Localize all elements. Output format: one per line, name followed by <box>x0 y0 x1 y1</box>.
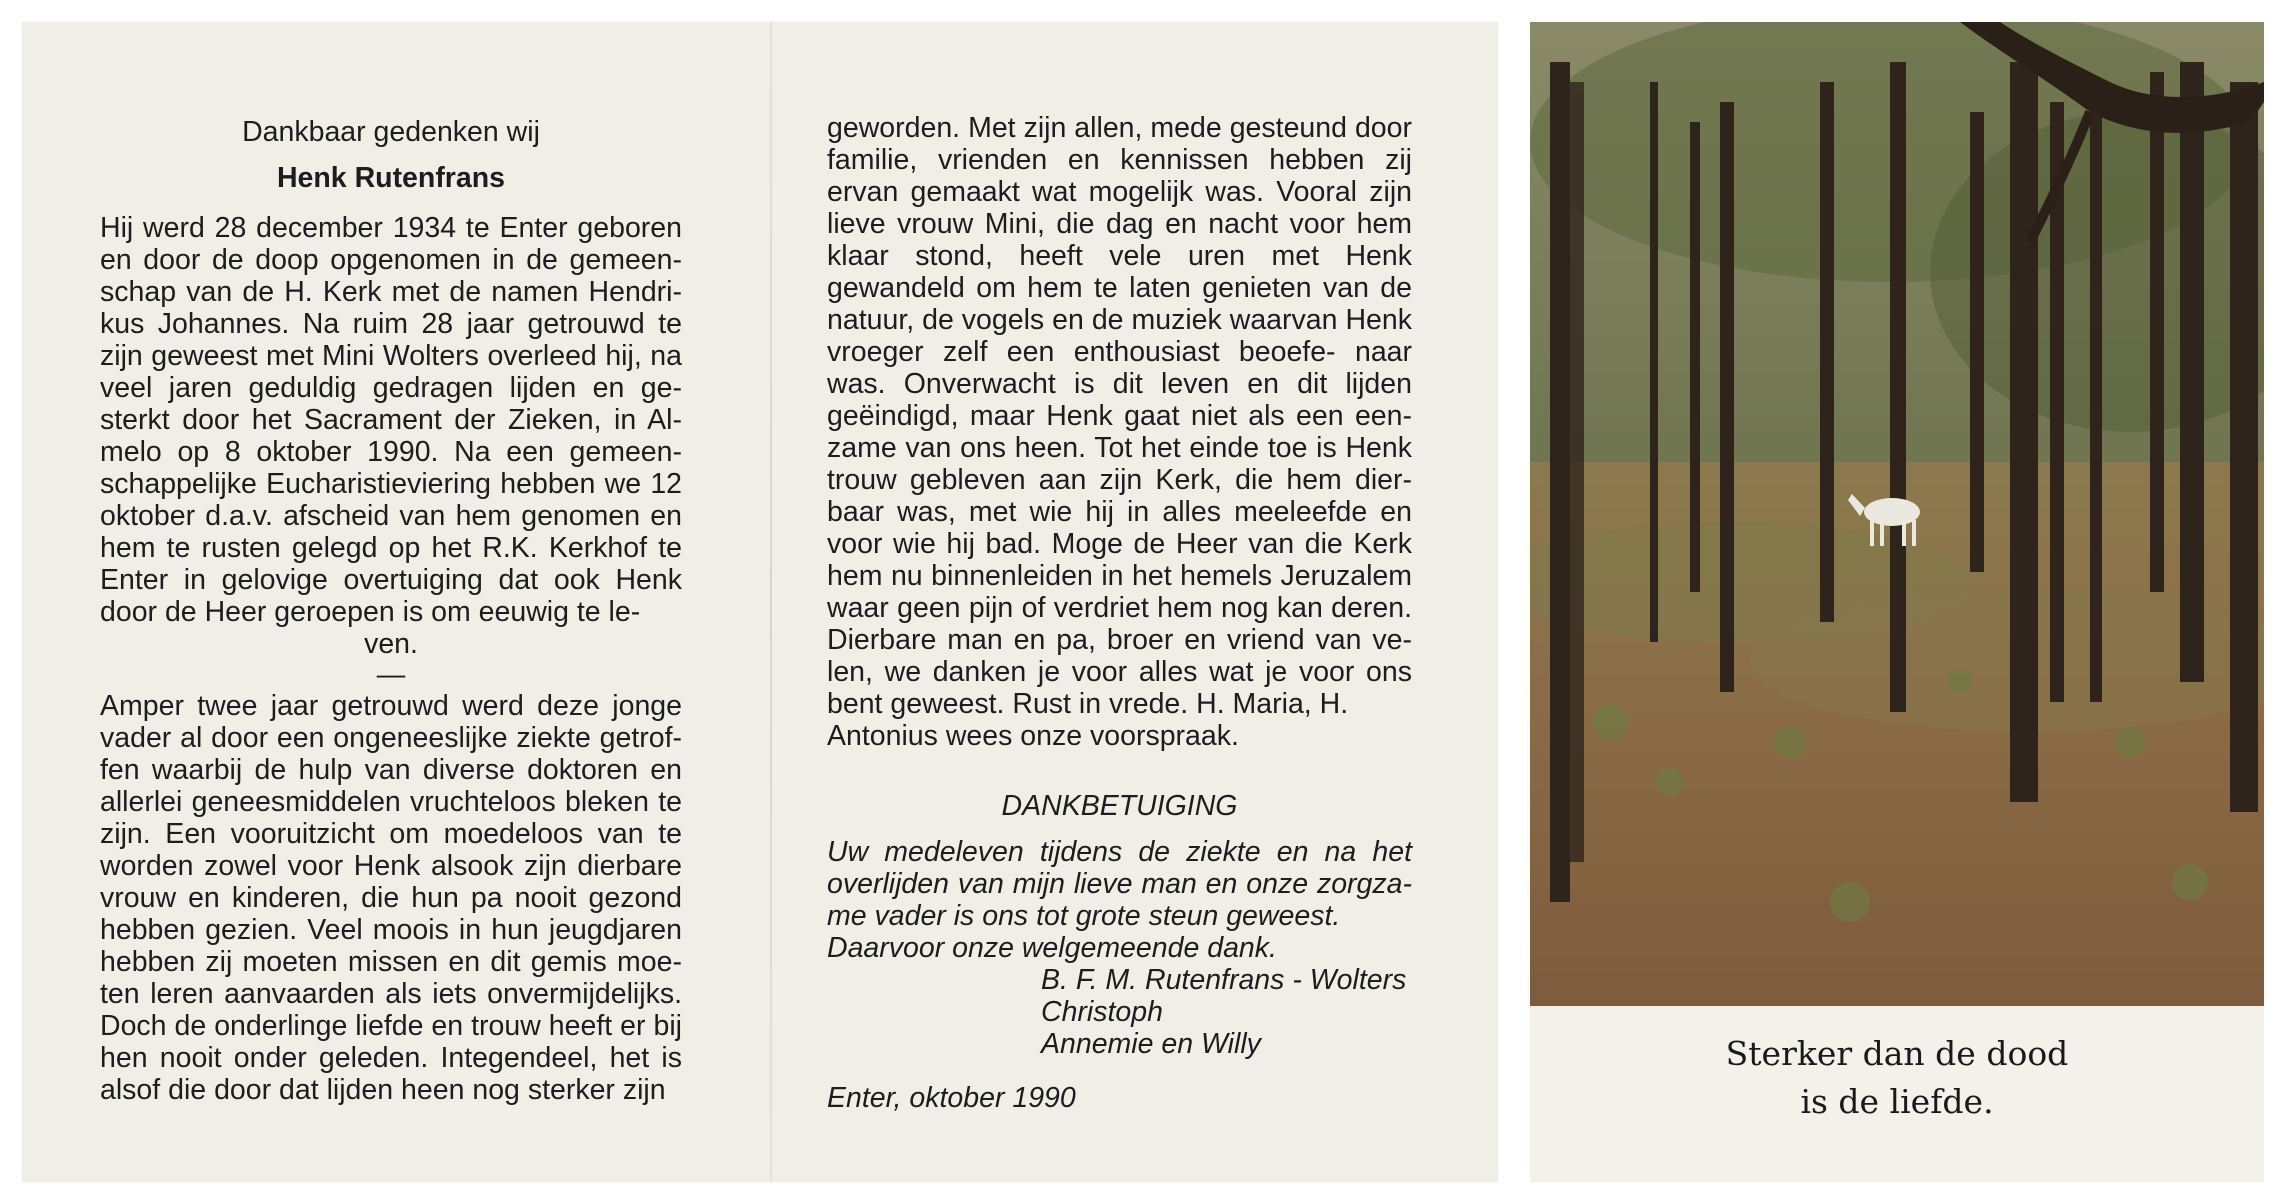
text-line: schap van de H. Kerk met de namen Hendri- <box>100 276 682 308</box>
text-line: Amper twee jaar getrouwd werd deze jonge <box>100 690 682 722</box>
text-line: en door de doop opgenomen in de gemeen- <box>100 244 682 276</box>
text-line: zijn. Een vooruitzicht om moedeloos van te <box>100 818 682 850</box>
thanks-heading: DANKBETUIGING <box>1001 790 1238 822</box>
right-text-column <box>827 112 1412 1114</box>
text-line: me vader is ons tot grote steun geweest. <box>827 900 1341 932</box>
text-line: hem klaar stond, heeft vele uren met Henk <box>827 208 1413 272</box>
thanks-paragraph <box>827 836 1412 932</box>
text-line: door de Heer geroepen is om eeuwig te le- <box>100 596 641 628</box>
text-line: hebben zij moeten missen en dit gemis moe- <box>100 946 682 978</box>
text-line: te Enter in gelovige overtuiging dat ook Henk <box>100 532 682 596</box>
text-line: fen waarbij de hulp van diverse doktoren en <box>100 754 682 786</box>
text-line: baar was, met wie hij in alles meeleefde en <box>827 496 1412 528</box>
section-separator: — <box>376 659 406 691</box>
text-line: zijn lieve vrouw Mini, die dag en nacht voor <box>827 176 1413 240</box>
text-line: naar was. Onverwacht is dit leven en dit lijden <box>827 336 1413 400</box>
deceased-name: Henk Rutenfrans <box>276 162 506 194</box>
continuation-paragraph <box>827 112 1412 720</box>
continuation-last-line: Antonius wees onze voorspraak. <box>827 720 1239 752</box>
biography-last-line: ven. <box>364 628 418 660</box>
left-text-column <box>100 116 682 1106</box>
caption-line: is de liefde. <box>1800 1082 1994 1121</box>
text-line: 12 oktober d.a.v. afscheid van hem genomen <box>100 468 683 532</box>
text-line: alsof die door dat lijden heen nog sterker zijn <box>100 1074 666 1106</box>
biography-paragraph <box>100 212 682 628</box>
text-line: zijn geweest met Mini Wolters overleed hij, na <box>100 340 682 372</box>
caption-line: Sterker dan de dood <box>1725 1034 2069 1073</box>
text-line: sterkt door het Sacrament der Zieken, in Al- <box>100 404 682 436</box>
text-line: hen nooit onder geleden. Integendeel, het is <box>100 1042 682 1074</box>
text-line: Dierbare man en pa, broer en vriend van ve- <box>827 624 1412 656</box>
text-line: geëindigd, maar Henk gaat niet als een een- <box>827 400 1412 432</box>
text-line: geworden. Met zijn allen, mede gesteund <box>827 112 1347 144</box>
text-line: Henk vroeger zelf een enthousiast beoefe- <box>827 304 1412 368</box>
text-line: Uw medeleven tijdens de ziekte en na het <box>827 836 1412 868</box>
signature-line: Annemie en Willy <box>1041 1028 1261 1060</box>
text-line: en hem te rusten gelegd op het R.K. Kerkhof <box>100 500 682 564</box>
forest-illustration <box>1530 22 2264 1006</box>
text-line: natuur, de vogels en de muziek waarvan <box>827 304 1338 336</box>
text-line: allerlei geneesmiddelen vruchteloos bleken te <box>100 786 682 818</box>
text-line: voor wie hij bad. Moge de Heer van die Kerk <box>827 528 1412 560</box>
text-line: overlijden van mijn lieve man en onze zorgza- <box>827 868 1412 900</box>
text-line: waar geen pijn of verdriet hem nog kan deren. <box>827 592 1412 624</box>
text-line: ten leren aanvaarden als iets onvermijdelijks. <box>100 978 682 1010</box>
text-line: trouw gebleven aan zijn Kerk, die hem dier- <box>827 464 1412 496</box>
text-line: zame van ons heen. Tot het einde toe is Henk <box>827 432 1412 464</box>
signature-line: Christoph <box>1041 996 1163 1028</box>
text-line: veel jaren geduldig gedragen lijden en ge- <box>100 372 682 404</box>
text-line: hebben gezien. Veel moois in hun jeugdjaren <box>100 914 682 946</box>
photo-card <box>1530 22 2264 1182</box>
text-line: len, we danken je voor alles wat je voor ons <box>827 656 1412 688</box>
text-line: hem nu binnenleiden in het hemels Jeruzalem <box>827 560 1412 592</box>
text-line: vrouw en kinderen, die hun pa nooit gezond <box>100 882 682 914</box>
text-line: Doch de onderlinge liefde en trouw heeft er bij <box>100 1010 682 1042</box>
text-line: worden zowel voor Henk alsook zijn dierbare <box>100 850 682 882</box>
thanks-last-line: Daarvoor onze welgemeende dank. <box>827 932 1277 964</box>
text-line: gewandeld om hem te laten genieten van de <box>827 272 1412 304</box>
intro-text: Dankbaar gedenken wij <box>242 116 540 148</box>
signature-line: B. F. M. Rutenfrans - Wolters <box>1041 964 1407 996</box>
card-fold-line <box>770 22 772 1182</box>
photo-caption <box>1530 1030 2264 1126</box>
text-line: door familie, vrienden en kennissen hebben <box>827 112 1412 176</box>
text-line: schappelijke Eucharistieviering hebben we <box>100 468 642 500</box>
text-line: kus Johannes. Na ruim 28 jaar getrouwd te <box>100 308 682 340</box>
place-date: Enter, oktober 1990 <box>827 1082 1076 1114</box>
text-line: Hij werd 28 december 1934 te Enter geboren <box>100 212 682 244</box>
text-line: zij ervan gemaakt wat mogelijk was. Vooral <box>827 144 1412 208</box>
life-paragraph <box>100 690 682 1106</box>
forest-photo <box>1530 22 2264 1006</box>
text-line: melo op 8 oktober 1990. Na een gemeen- <box>100 436 682 468</box>
text-line: bent geweest. Rust in vrede. H. Maria, H. <box>827 688 1349 720</box>
text-line: vader al door een ongeneeslijke ziekte getrof- <box>100 722 682 754</box>
